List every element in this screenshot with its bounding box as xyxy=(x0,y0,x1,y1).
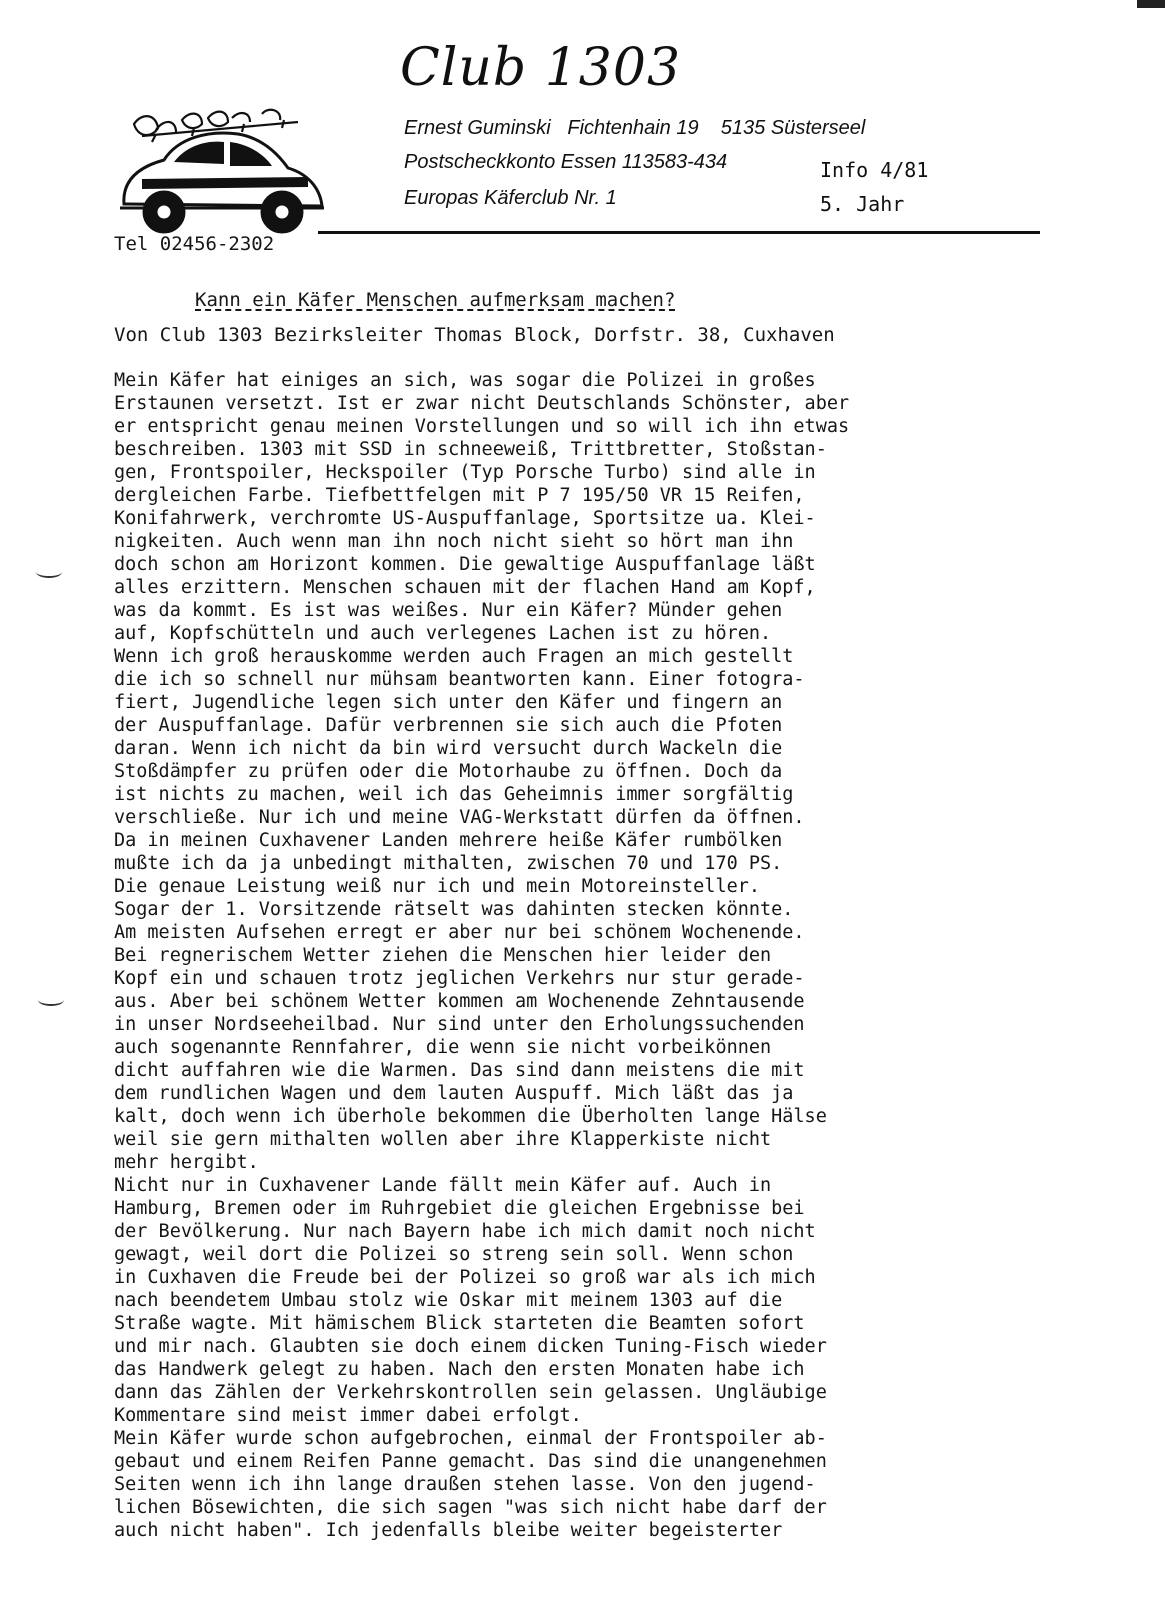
body-text-line: auch sogenannte Rennfahrer, die wenn sie nicht vorbeikönnen xyxy=(114,1037,772,1058)
body-text-line: in unser Nordseeheilbad. Nur sind unter den Erholungssuchenden xyxy=(114,1014,805,1035)
body-text-line: gebaut und einem Reifen Panne gemacht. Das sind die unangenehmen xyxy=(114,1451,827,1472)
body-text-line: Mein Käfer wurde schon aufgebrochen, einmal der Frontspoiler ab- xyxy=(114,1428,827,1449)
body-text-line: Nicht nur in Cuxhavener Lande fällt mein Käfer auf. Auch in xyxy=(114,1175,772,1196)
body-text-line: dann das Zählen der Verkehrskontrollen sein gelassen. Ungläubige xyxy=(114,1382,827,1403)
body-text-line: das Handwerk gelegt zu haben. Nach den ersten Monaten habe ich xyxy=(114,1359,805,1380)
body-text-line: Kommentare sind meist immer dabei erfolgt. xyxy=(114,1405,582,1426)
issue-number: Info 4/81 xyxy=(820,158,929,182)
body-text-line: lichen Bösewichten, die sich sagen "was sich nicht habe darf der xyxy=(114,1497,827,1518)
body-text-line: in Cuxhaven die Freude bei der Polizei so groß war als ich mich xyxy=(114,1267,816,1288)
address-line: Ernest Guminski Fichtenhain 19 5135 Süsterseel xyxy=(404,117,866,139)
body-text-line: daran. Wenn ich nicht da bin wird versucht durch Wackeln die xyxy=(114,738,783,759)
margin-mark xyxy=(36,566,62,578)
tagline: Europas Käferclub Nr. 1 xyxy=(404,187,617,209)
article-byline: Von Club 1303 Bezirksleiter Thomas Block, Dorfstr. 38, Cuxhaven xyxy=(114,324,835,346)
account-line: Postscheckkonto Essen 113583-434 xyxy=(404,151,728,173)
issue-year: 5. Jahr xyxy=(820,192,905,216)
body-text-line: verschließe. Nur ich und meine VAG-Werkstatt dürfen da öffnen. xyxy=(114,807,805,828)
body-text-line: kalt, doch wenn ich überhole bekommen die Überholten lange Hälse xyxy=(114,1106,827,1127)
body-text-line: der Auspuffanlage. Dafür verbrennen sie sich auch die Pfoten xyxy=(114,715,783,736)
body-text-line: Mein Käfer hat einiges an sich, was sogar die Polizei in großes xyxy=(114,370,816,391)
body-text-line: aus. Aber bei schönem Wetter kommen am Wochenende Zehntausende xyxy=(114,991,805,1012)
body-text-line: ist nichts zu machen, weil ich das Geheimnis immer sorgfältig xyxy=(114,784,794,805)
body-text-line: fiert, Jugendliche legen sich unter den Käfer und fingern an xyxy=(114,692,783,713)
body-text-line: was da kommt. Es ist was weißes. Nur ein Käfer? Münder gehen xyxy=(114,600,783,621)
body-text-line: dergleichen Farbe. Tiefbettfelgen mit P 7 195/50 VR 15 Reifen, xyxy=(114,485,805,506)
body-text-line: er entspricht genau meinen Vorstellungen und so will ich ihn etwas xyxy=(114,416,850,437)
body-text-line: alles erzittern. Menschen schauen mit der flachen Hand am Kopf, xyxy=(114,577,816,598)
telephone-number: Tel 02456-2302 xyxy=(114,233,275,255)
body-text-line: die ich so schnell nur mühsam beantworten kann. Einer fotogra- xyxy=(114,669,805,690)
margin-mark xyxy=(38,994,64,1006)
body-text-line: Straße wagte. Mit hämischem Blick starteten die Beamten sofort xyxy=(114,1313,805,1334)
body-text-line: Bei regnerischem Wetter ziehen die Menschen hier leider den xyxy=(114,945,772,966)
body-text-line: Kopf ein und schauen trotz jeglichen Verkehrs nur stur gerade- xyxy=(114,968,805,989)
body-text-line: dicht auffahren wie die Warmen. Das sind dann meistens die mit xyxy=(114,1060,805,1081)
body-text-line: weil sie gern mithalten wollen aber ihre Klapperkiste nicht xyxy=(114,1129,772,1150)
body-text-line: gewagt, weil dort die Polizei so streng sein soll. Wenn schon xyxy=(114,1244,794,1265)
body-text-line: beschreiben. 1303 mit SSD in schneeweiß, Trittbretter, Stoßstan- xyxy=(114,439,827,460)
body-text-line: Da in meinen Cuxhavener Landen mehrere heiße Käfer rumbölken xyxy=(114,830,783,851)
body-text-line: Die genaue Leistung weiß nur ich und mein Motoreinsteller. xyxy=(114,876,761,897)
body-text-line: Konifahrwerk, verchromte US-Auspuffanlage, Sportsitze ua. Klei- xyxy=(114,508,816,529)
body-text-line: auch nicht haben". Ich jedenfalls bleibe weiter begeisterter xyxy=(114,1520,783,1541)
body-text-line: mehr hergibt. xyxy=(114,1152,259,1173)
body-text-line: der Bevölkerung. Nur nach Bayern habe ich mich damit noch nicht xyxy=(114,1221,816,1242)
body-text-line: Sogar der 1. Vorsitzende rätselt was dahinten stecken könnte. xyxy=(114,899,794,920)
body-text-line: nach beendetem Umbau stolz wie Oskar mit meinem 1303 auf die xyxy=(114,1290,783,1311)
article-headline: Kann ein Käfer Menschen aufmerksam machen? xyxy=(195,289,676,311)
body-text-line: Am meisten Aufsehen erregt er aber nur bei schönem Wochenende. xyxy=(114,922,805,943)
body-text-line: Hamburg, Bremen oder im Ruhrgebiet die gleichen Ergebnisse bei xyxy=(114,1198,805,1219)
body-text-line: und mir nach. Glaubten sie doch einem dicken Tuning-Fisch wieder xyxy=(114,1336,827,1357)
beetle-car-with-flowers-icon xyxy=(112,108,328,236)
body-text-line: nigkeiten. Auch wenn man ihn noch nicht sieht so hört man ihn xyxy=(114,531,794,552)
body-text-line: dem rundlichen Wagen und dem lauten Auspuff. Mich läßt das ja xyxy=(114,1083,794,1104)
body-text-line: Seiten wenn ich ihn lange draußen stehen lasse. Von den jugend- xyxy=(114,1474,816,1495)
body-text-line: doch schon am Horizont kommen. Die gewaltige Auspuffanlage läßt xyxy=(114,554,816,575)
body-text-line: Wenn ich groß herauskomme werden auch Fragen an mich gestellt xyxy=(114,646,794,667)
scan-corner-mark xyxy=(1137,0,1165,8)
body-text-line: gen, Frontspoiler, Heckspoiler (Typ Porsche Turbo) sind alle in xyxy=(114,462,816,483)
body-text-line: auf, Kopfschütteln und auch verlegenes Lachen ist zu hören. xyxy=(114,623,772,644)
body-text-line: Erstaunen versetzt. Ist er zwar nicht Deutschlands Schönster, aber xyxy=(114,393,850,414)
body-text-line: mußte ich da ja unbedingt mithalten, zwischen 70 und 170 PS. xyxy=(114,853,783,874)
article-body xyxy=(114,369,1034,1542)
club-title: Club 1303 xyxy=(400,38,682,98)
body-text-line: Stoßdämpfer zu prüfen oder die Motorhaube zu öffnen. Doch da xyxy=(114,761,783,782)
letterhead-rule xyxy=(318,231,1040,234)
